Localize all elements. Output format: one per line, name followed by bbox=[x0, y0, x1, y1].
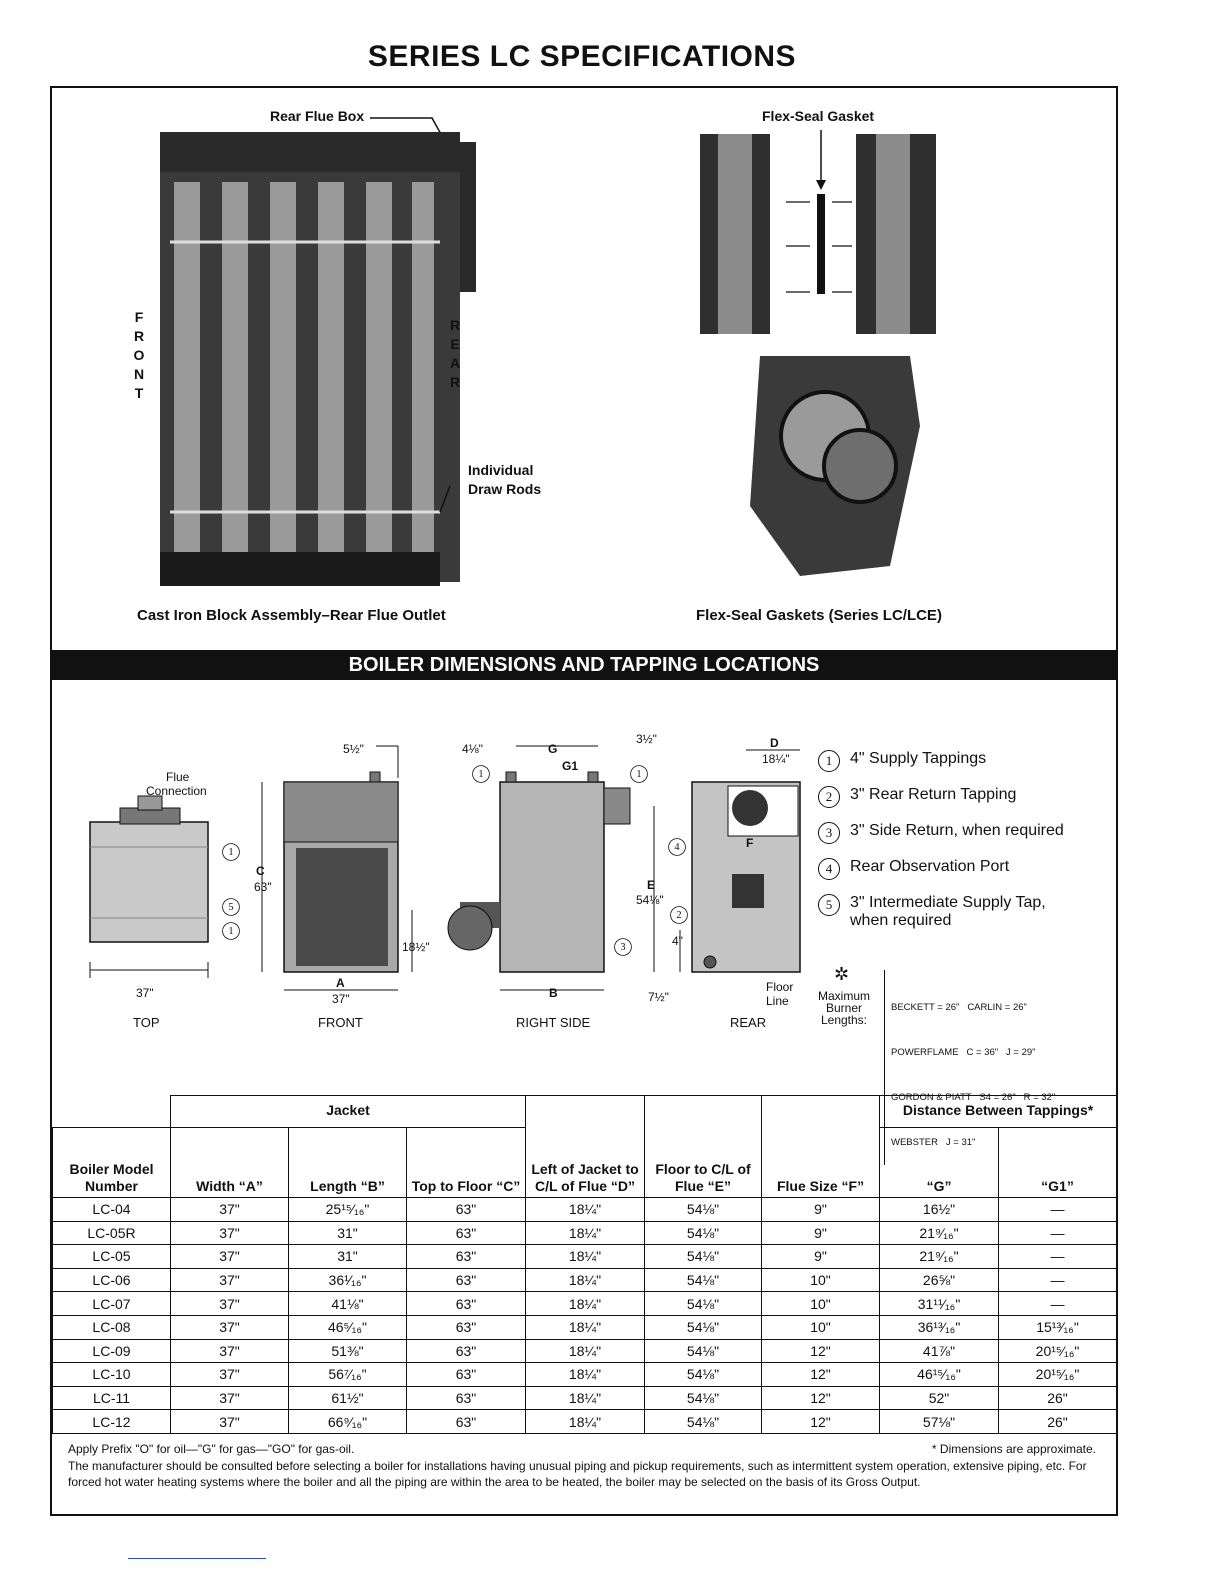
jacket-group-header: Jacket bbox=[171, 1096, 526, 1128]
table-row bbox=[53, 1198, 1117, 1222]
front-side-label: FRONT bbox=[133, 309, 145, 401]
rear-7half-dim: 7½" bbox=[648, 990, 669, 1004]
model-cell: LC-07 bbox=[53, 1292, 171, 1316]
value-cell: 63" bbox=[407, 1198, 526, 1222]
section-title-band: BOILER DIMENSIONS AND TAPPING LOCATIONS bbox=[52, 650, 1116, 680]
flex-seal-gasket-callout: Flex-Seal Gasket bbox=[762, 108, 875, 124]
callout-1-side-right: 1 bbox=[630, 765, 648, 783]
legend-number: 3 bbox=[818, 822, 840, 844]
burner-label bbox=[812, 990, 876, 1026]
value-cell: 16½" bbox=[880, 1198, 999, 1222]
legend-number: 2 bbox=[818, 786, 840, 808]
value-cell: 26" bbox=[999, 1386, 1117, 1410]
value-cell: — bbox=[999, 1268, 1117, 1292]
table-row bbox=[53, 1245, 1117, 1269]
value-cell: 63" bbox=[407, 1221, 526, 1245]
value-cell: 36¹³⁄₁₆" bbox=[880, 1315, 999, 1339]
value-cell: 18¼" bbox=[526, 1386, 645, 1410]
cast-iron-block-illustration bbox=[150, 112, 490, 592]
value-cell: 52" bbox=[880, 1386, 999, 1410]
value-cell: 37" bbox=[171, 1386, 289, 1410]
table-row bbox=[53, 1221, 1117, 1245]
value-cell: 25¹⁵⁄₁₆" bbox=[289, 1198, 407, 1222]
model-cell: LC-05R bbox=[53, 1221, 171, 1245]
callout-1-side-left: 1 bbox=[472, 765, 490, 783]
burner-line: GORDON & PIATT S4 = 26" R = 32" bbox=[891, 1092, 1056, 1103]
value-cell: 18¼" bbox=[526, 1292, 645, 1316]
value-cell: — bbox=[999, 1198, 1117, 1222]
legend-item bbox=[818, 750, 1108, 772]
col-header-G: “G” bbox=[880, 1128, 999, 1198]
side-4eighth-dim: 4⅛" bbox=[462, 742, 483, 756]
value-cell: 12" bbox=[762, 1386, 880, 1410]
model-cell: LC-05 bbox=[53, 1245, 171, 1269]
burner-symbol-icon: ✲ bbox=[834, 964, 850, 984]
legend-item bbox=[818, 858, 1108, 880]
distance-group-header: Distance Between Tappings* bbox=[880, 1096, 1117, 1128]
table-row bbox=[53, 1268, 1117, 1292]
side-18half-dim: 18½" bbox=[402, 940, 430, 954]
value-cell: 21⁹⁄₁₆" bbox=[880, 1245, 999, 1269]
value-cell: 18¼" bbox=[526, 1221, 645, 1245]
model-cell: LC-12 bbox=[53, 1410, 171, 1434]
value-cell: 20¹⁵⁄₁₆" bbox=[999, 1363, 1117, 1387]
rear-4-dim: 4" bbox=[672, 934, 683, 948]
value-cell: 54⅛" bbox=[645, 1315, 762, 1339]
value-cell: 18¼" bbox=[526, 1339, 645, 1363]
value-cell: 63" bbox=[407, 1410, 526, 1434]
view-label-right-side: RIGHT SIDE bbox=[516, 1015, 591, 1030]
value-cell: 12" bbox=[762, 1363, 880, 1387]
value-cell: 56⁷⁄₁₆" bbox=[289, 1363, 407, 1387]
rear-flue-box-callout: Rear Flue Box bbox=[270, 108, 365, 124]
value-cell: 12" bbox=[762, 1339, 880, 1363]
legend-text: 4" Supply Tappings bbox=[850, 750, 987, 767]
table-row bbox=[53, 1315, 1117, 1339]
value-cell: 12" bbox=[762, 1410, 880, 1434]
legend-number: 1 bbox=[818, 750, 840, 772]
table-row bbox=[53, 1386, 1117, 1410]
page-title: SERIES LC SPECIFICATIONS bbox=[367, 40, 797, 73]
view-label-top: TOP bbox=[133, 1015, 160, 1030]
side-B-dim: B bbox=[549, 986, 558, 1000]
value-cell: 37" bbox=[171, 1339, 289, 1363]
specifications-table bbox=[52, 1095, 1117, 1434]
value-cell: 18¼" bbox=[526, 1315, 645, 1339]
value-cell: 54⅛" bbox=[645, 1292, 762, 1316]
value-cell: 37" bbox=[171, 1315, 289, 1339]
value-cell: 61½" bbox=[289, 1386, 407, 1410]
value-cell: 18¼" bbox=[526, 1245, 645, 1269]
rear-F-dim: F bbox=[746, 836, 754, 850]
callout-1-top-lower: 1 bbox=[222, 922, 240, 940]
block-assembly-caption: Cast Iron Block Assembly–Rear Flue Outlet bbox=[137, 607, 446, 624]
col-header-E: Floor to C/L of Flue “E” bbox=[645, 1096, 762, 1198]
value-cell: 18¼" bbox=[526, 1268, 645, 1292]
value-cell: — bbox=[999, 1292, 1117, 1316]
rear-side-label: REAR bbox=[449, 317, 461, 390]
legend-number: 5 bbox=[818, 894, 840, 916]
side-G-dim: G bbox=[548, 742, 558, 756]
value-cell: 66⁹⁄₁₆" bbox=[289, 1410, 407, 1434]
value-cell: 9" bbox=[762, 1221, 880, 1245]
callout-3-side: 3 bbox=[614, 938, 632, 956]
draw-rods-callout-line2: Draw Rods bbox=[468, 481, 542, 497]
side-E-value: 54⅛" bbox=[636, 893, 664, 907]
value-cell: 37" bbox=[171, 1363, 289, 1387]
draw-rods-callout-line1: Individual bbox=[468, 462, 534, 478]
floor-line-label-2: Line bbox=[766, 994, 789, 1008]
value-cell: 37" bbox=[171, 1198, 289, 1222]
approx-note: * Dimensions are approximate. bbox=[931, 1442, 1096, 1456]
table-row bbox=[53, 1339, 1117, 1363]
value-cell: 41⅛" bbox=[289, 1292, 407, 1316]
model-cell: LC-04 bbox=[53, 1198, 171, 1222]
burner-line: POWERFLAME C = 36" J = 29" bbox=[891, 1047, 1036, 1058]
burner-label-line3: Lengths: bbox=[820, 1013, 868, 1027]
top-width-dim: 37" bbox=[136, 986, 154, 1000]
value-cell: 37" bbox=[171, 1245, 289, 1269]
value-cell: 18¼" bbox=[526, 1410, 645, 1434]
value-cell: 54⅛" bbox=[645, 1339, 762, 1363]
model-cell: LC-08 bbox=[53, 1315, 171, 1339]
value-cell: 63" bbox=[407, 1245, 526, 1269]
floor-line-label-1: Floor bbox=[766, 980, 794, 994]
bottom-rule bbox=[128, 1558, 266, 1559]
value-cell: 31¹¹⁄₁₆" bbox=[880, 1292, 999, 1316]
flue-connection-label-2: Connection bbox=[146, 784, 207, 798]
col-header-A: Width “A” bbox=[171, 1128, 289, 1198]
value-cell: 37" bbox=[171, 1410, 289, 1434]
table-row bbox=[53, 1363, 1117, 1387]
legend-text: Rear Observation Port bbox=[850, 858, 1010, 875]
value-cell: 54⅛" bbox=[645, 1245, 762, 1269]
value-cell: 63" bbox=[407, 1315, 526, 1339]
value-cell: 54⅛" bbox=[645, 1221, 762, 1245]
value-cell: 37" bbox=[171, 1292, 289, 1316]
value-cell: 9" bbox=[762, 1198, 880, 1222]
value-cell: 54⅛" bbox=[645, 1268, 762, 1292]
legend-text: 3" Intermediate Supply Tap, when required bbox=[850, 894, 1046, 929]
value-cell: 37" bbox=[171, 1221, 289, 1245]
flex-seal-gasket-illustration bbox=[690, 126, 960, 586]
model-cell: LC-11 bbox=[53, 1386, 171, 1410]
burner-label-line2: Burner bbox=[825, 1001, 863, 1015]
value-cell: 10" bbox=[762, 1315, 880, 1339]
table-row bbox=[53, 1410, 1117, 1434]
value-cell: 51⅜" bbox=[289, 1339, 407, 1363]
col-header-B: Length “B” bbox=[289, 1128, 407, 1198]
side-G1-dim: G1 bbox=[562, 759, 579, 773]
model-cell: LC-10 bbox=[53, 1363, 171, 1387]
legend-text: 3" Side Return, when required bbox=[850, 822, 1064, 839]
value-cell: 26⅝" bbox=[880, 1268, 999, 1292]
table-body bbox=[53, 1198, 1117, 1434]
col-header-G1: “G1” bbox=[999, 1128, 1117, 1198]
flue-connection-label-1: Flue bbox=[166, 770, 190, 784]
value-cell: 18¼" bbox=[526, 1198, 645, 1222]
legend-text: 3" Rear Return Tapping bbox=[850, 786, 1017, 803]
table-row bbox=[53, 1292, 1117, 1316]
callout-5-top: 5 bbox=[222, 898, 240, 916]
value-cell: 54⅛" bbox=[645, 1363, 762, 1387]
value-cell: 54⅛" bbox=[645, 1198, 762, 1222]
burner-line: BECKETT = 26" CARLIN = 26" bbox=[891, 1002, 1027, 1013]
value-cell: 63" bbox=[407, 1268, 526, 1292]
prefix-note: Apply Prefix "O" for oil—"G" for gas—"GO" for gas-oil. bbox=[68, 1442, 355, 1456]
value-cell: 63" bbox=[407, 1339, 526, 1363]
value-cell: 20¹⁵⁄₁₆" bbox=[999, 1339, 1117, 1363]
boiler-dimension-drawings bbox=[60, 690, 820, 1040]
front-A-value: 37" bbox=[332, 992, 350, 1006]
col-header-C: Top to Floor “C” bbox=[407, 1128, 526, 1198]
rear-D-dim: D bbox=[770, 736, 779, 750]
burner-line: WEBSTER J = 31" bbox=[891, 1137, 976, 1148]
legend-item bbox=[818, 894, 1108, 930]
callout-2-rear: 2 bbox=[670, 906, 688, 924]
value-cell: 46⁵⁄₁₆" bbox=[289, 1315, 407, 1339]
model-cell: LC-09 bbox=[53, 1339, 171, 1363]
front-C-value: 63" bbox=[254, 880, 272, 894]
value-cell: — bbox=[999, 1245, 1117, 1269]
value-cell: 36¹⁄₁₆" bbox=[289, 1268, 407, 1292]
side-3half-dim: 3½" bbox=[636, 732, 657, 746]
value-cell: 46¹⁵⁄₁₆" bbox=[880, 1363, 999, 1387]
gasket-caption: Flex-Seal Gaskets (Series LC/LCE) bbox=[696, 607, 942, 624]
value-cell: 10" bbox=[762, 1292, 880, 1316]
tapping-legend bbox=[818, 750, 1108, 930]
value-cell: 57⅛" bbox=[880, 1410, 999, 1434]
value-cell: — bbox=[999, 1221, 1117, 1245]
value-cell: 26" bbox=[999, 1410, 1117, 1434]
view-label-rear: REAR bbox=[730, 1015, 767, 1030]
value-cell: 21⁹⁄₁₆" bbox=[880, 1221, 999, 1245]
legend-item bbox=[818, 822, 1108, 844]
front-C-dim: C bbox=[256, 864, 265, 878]
value-cell: 37" bbox=[171, 1268, 289, 1292]
value-cell: 41⅞" bbox=[880, 1339, 999, 1363]
legend-number: 4 bbox=[818, 858, 840, 880]
callout-1-top: 1 bbox=[222, 843, 240, 861]
legend-item bbox=[818, 786, 1108, 808]
value-cell: 63" bbox=[407, 1386, 526, 1410]
view-label-front: FRONT bbox=[318, 1015, 363, 1030]
value-cell: 31" bbox=[289, 1221, 407, 1245]
value-cell: 31" bbox=[289, 1245, 407, 1269]
burner-label-line1: Maximum bbox=[817, 989, 870, 1003]
front-5half-dim: 5½" bbox=[343, 742, 364, 756]
footnotes bbox=[68, 1441, 1096, 1491]
model-cell: LC-06 bbox=[53, 1268, 171, 1292]
value-cell: 54⅛" bbox=[645, 1386, 762, 1410]
col-header-D: Left of Jacket to C/L of Flue “D” bbox=[526, 1096, 645, 1198]
col-header-model: Boiler Model Number bbox=[53, 1128, 171, 1198]
value-cell: 10" bbox=[762, 1268, 880, 1292]
rear-D-value: 18¼" bbox=[762, 752, 790, 766]
callout-4-rear: 4 bbox=[668, 838, 686, 856]
front-A-dim: A bbox=[336, 976, 345, 990]
value-cell: 63" bbox=[407, 1292, 526, 1316]
value-cell: 63" bbox=[407, 1363, 526, 1387]
value-cell: 9" bbox=[762, 1245, 880, 1269]
value-cell: 54⅛" bbox=[645, 1410, 762, 1434]
value-cell: 15¹³⁄₁₆" bbox=[999, 1315, 1117, 1339]
col-header-F: Flue Size “F” bbox=[762, 1096, 880, 1198]
value-cell: 18¼" bbox=[526, 1363, 645, 1387]
consult-note: The manufacturer should be consulted before selecting a boiler for installations having unusual piping and pickup requirements, such as intermittent system operation, extensive piping, etc. For forced hot water heating systems where the boiler and all the piping are within the area to be heated, the boiler may be selected on the basis of its Gross Output. bbox=[68, 1458, 1087, 1489]
side-E-dim: E bbox=[647, 878, 656, 892]
